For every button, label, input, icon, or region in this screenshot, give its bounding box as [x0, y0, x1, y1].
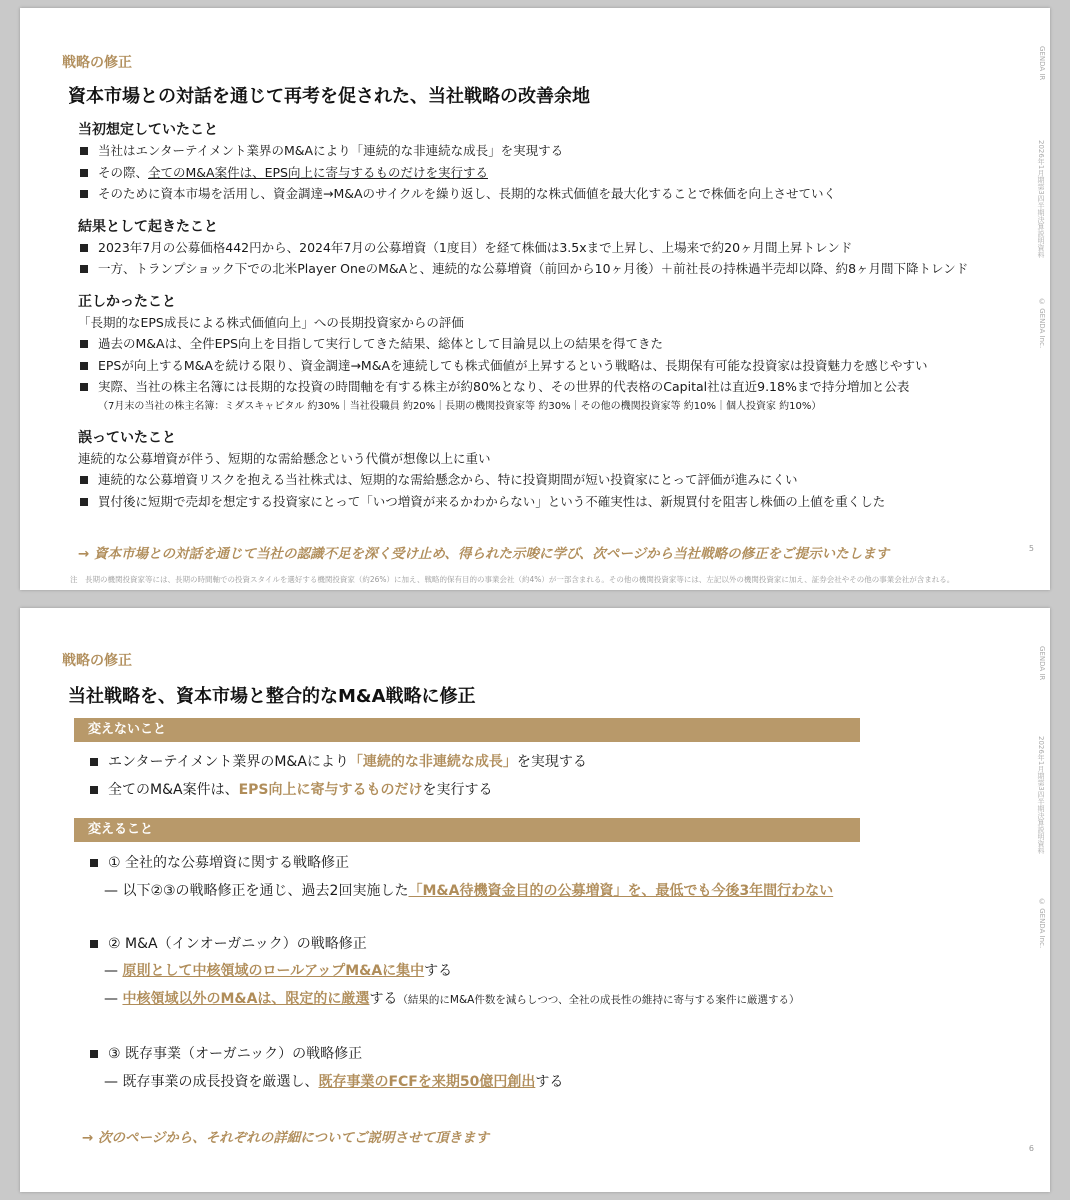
section-heading: 結果として起きたこと	[78, 218, 218, 235]
unchanged-header-bar: 変えないこと	[74, 718, 860, 742]
square-bullet-icon	[80, 265, 88, 273]
square-bullet-icon	[80, 383, 88, 391]
square-bullet-icon	[90, 758, 98, 766]
square-bullet-icon	[80, 244, 88, 252]
bullet-item: 2023年7月の公募価格442円から、2024年7月の公募増資（1度目）を経て株価は3.5xまで上昇し、上場来で約20ヶ月間上昇トレンド	[78, 237, 1028, 259]
square-bullet-icon	[80, 169, 88, 177]
shareholder-breakdown: （7月末の当社の株主名簿：ミダスキャピタル 約30%｜当社役職員 約20%｜長期の機関投資家等 約30%｜その他の機関投資家等 約10%｜個人投資家 約10%）	[98, 400, 822, 412]
section-heading: 誤っていたこと	[78, 429, 176, 446]
square-bullet-icon	[80, 190, 88, 198]
side-doc-title: 2026年1月期第3四半期決算説明資料	[1037, 140, 1045, 258]
lead-text: 連続的な公募増資が伴う、短期的な需給懸念という代償が想像以上に重い	[78, 450, 491, 466]
square-bullet-icon	[90, 786, 98, 794]
side-brand: GENDA IR	[1038, 46, 1046, 81]
bullet-item: 当社はエンターテイメント業界のM&Aにより「連続的な非連続な成長」を実現する	[78, 140, 1028, 162]
strategy-item-2: ② M&A（インオーガニック）の戦略修正	[88, 933, 367, 953]
underlined-text: 全てのM&A案件は、EPS向上に寄与するものだけを実行する	[148, 164, 488, 180]
square-bullet-icon	[80, 147, 88, 155]
square-bullet-icon	[80, 362, 88, 370]
square-bullet-icon	[90, 1050, 98, 1058]
bullet-item: 実際、当社の株主名簿には長期的な投資の時間軸を有する株主が約80%となり、その世界的代表格のCapital社は直近9.18%まで持分増加と公表	[78, 376, 1028, 398]
slide-2	[20, 608, 1050, 1192]
bullet-item: EPSが向上するM&Aを続ける限り、資金調達→M&Aを連続しても株式価値が上昇するという戦略は、長期保有可能な投資家は投資魅力を感じやすい	[78, 355, 1028, 377]
footnote: 注 長期の機関投資家等には、長期の時間軸での投資スタイルを選好する機関投資家（約26%）に加え、戦略的保有目的の事業会社（約4%）が一部含まれる。その他の機関投資家等には、左記以外の機関投資家に加え、証券会社やその他の事業会社が含まれる。	[70, 575, 955, 584]
strategy-sub-item: — 中核領域以外のM&Aは、限定的に厳選する（結果的にM&A件数を減らしつつ、全社の成長性の維持に寄与する案件に厳選する）	[104, 991, 800, 1007]
side-copyright: © GENDA Inc.	[1038, 298, 1046, 349]
square-bullet-icon	[80, 340, 88, 348]
lead-text: 「長期的なEPS成長による株式価値向上」への長期投資家からの評価	[78, 314, 464, 330]
strategy-item-3: ③ 既存事業（オーガニック）の戦略修正	[88, 1043, 362, 1063]
page-number: 5	[1028, 544, 1034, 553]
side-copyright: © GENDA Inc.	[1038, 898, 1046, 949]
bullet-item: エンターテイメント業界のM&Aにより「連続的な非連続な成長」を実現する	[88, 751, 587, 771]
square-bullet-icon	[90, 859, 98, 867]
bullet-item: 連続的な公募増資リスクを抱える当社株式は、短期的な需給懸念から、特に投資期間が短い投資家にとって評価が進みにくい	[78, 469, 1028, 491]
conclusion-text: → 次のページから、それぞれの詳細についてご説明させて頂きます	[82, 1130, 489, 1146]
bullet-item: そのために資本市場を活用し、資金調達→M&Aのサイクルを繰り返し、長期的な株式価値を最大化することで株価を向上させていく	[78, 183, 1028, 205]
section-label: 戦略の修正	[62, 653, 132, 669]
square-bullet-icon	[90, 940, 98, 948]
strategy-sub-item: — 既存事業の成長投資を厳選し、既存事業のFCFを来期50億円創出する	[104, 1074, 564, 1090]
bullet-item: 全てのM&A案件は、EPS向上に寄与するものだけを実行する	[88, 779, 493, 799]
section-heading: 当初想定していたこと	[78, 122, 218, 138]
slide-title: 資本市場との対話を通じて再考を促された、当社戦略の改善余地	[68, 86, 590, 107]
bullet-item: 一方、トランプショック下での北米Player OneのM&Aと、連続的な公募増資（前回から10ヶ月後）＋前社長の持株過半売却以降、約8ヶ月間下降トレンド	[78, 258, 1028, 280]
changed-header-bar: 変えること	[74, 818, 860, 842]
bullet-item: その際、全てのM&A案件は、EPS向上に寄与するものだけを実行する	[78, 162, 1028, 184]
conclusion-text: → 資本市場との対話を通じて当社の認識不足を深く受け止め、得られた示唆に学び、次ページから当社戦略の修正をご提示いたします	[78, 546, 890, 562]
side-brand: GENDA IR	[1038, 646, 1046, 681]
square-bullet-icon	[80, 498, 88, 506]
page-number: 6	[1028, 1144, 1034, 1153]
slide-body	[78, 120, 1028, 512]
bullet-item: 過去のM&Aは、全件EPS向上を目指して実行してきた結果、総体として目論見以上の結果を得てきた	[78, 333, 1028, 355]
section-heading: 正しかったこと	[78, 293, 176, 310]
slide-1	[20, 8, 1050, 590]
strategy-item-1: ① 全社的な公募増資に関する戦略修正	[88, 852, 349, 872]
strategy-sub-item: — 以下②③の戦略修正を通じ、過去2回実施した「M&A待機資金目的の公募増資」を、最低でも今後3年間行わない	[104, 883, 834, 899]
bullet-item: 買付後に短期で売却を想定する投資家にとって「いつ増資が来るかわからない」という不確実性は、新規買付を阻害し株価の上値を重くした	[78, 491, 1028, 513]
side-doc-title: 2026年1月期第3四半期決算説明資料	[1037, 736, 1045, 854]
section-label: 戦略の修正	[62, 55, 132, 71]
square-bullet-icon	[80, 476, 88, 484]
strategy-sub-item: — 原則として中核領域のロールアップM&Aに集中する	[104, 963, 453, 979]
slide-title: 当社戦略を、資本市場と整合的なM&A戦略に修正	[68, 686, 476, 707]
